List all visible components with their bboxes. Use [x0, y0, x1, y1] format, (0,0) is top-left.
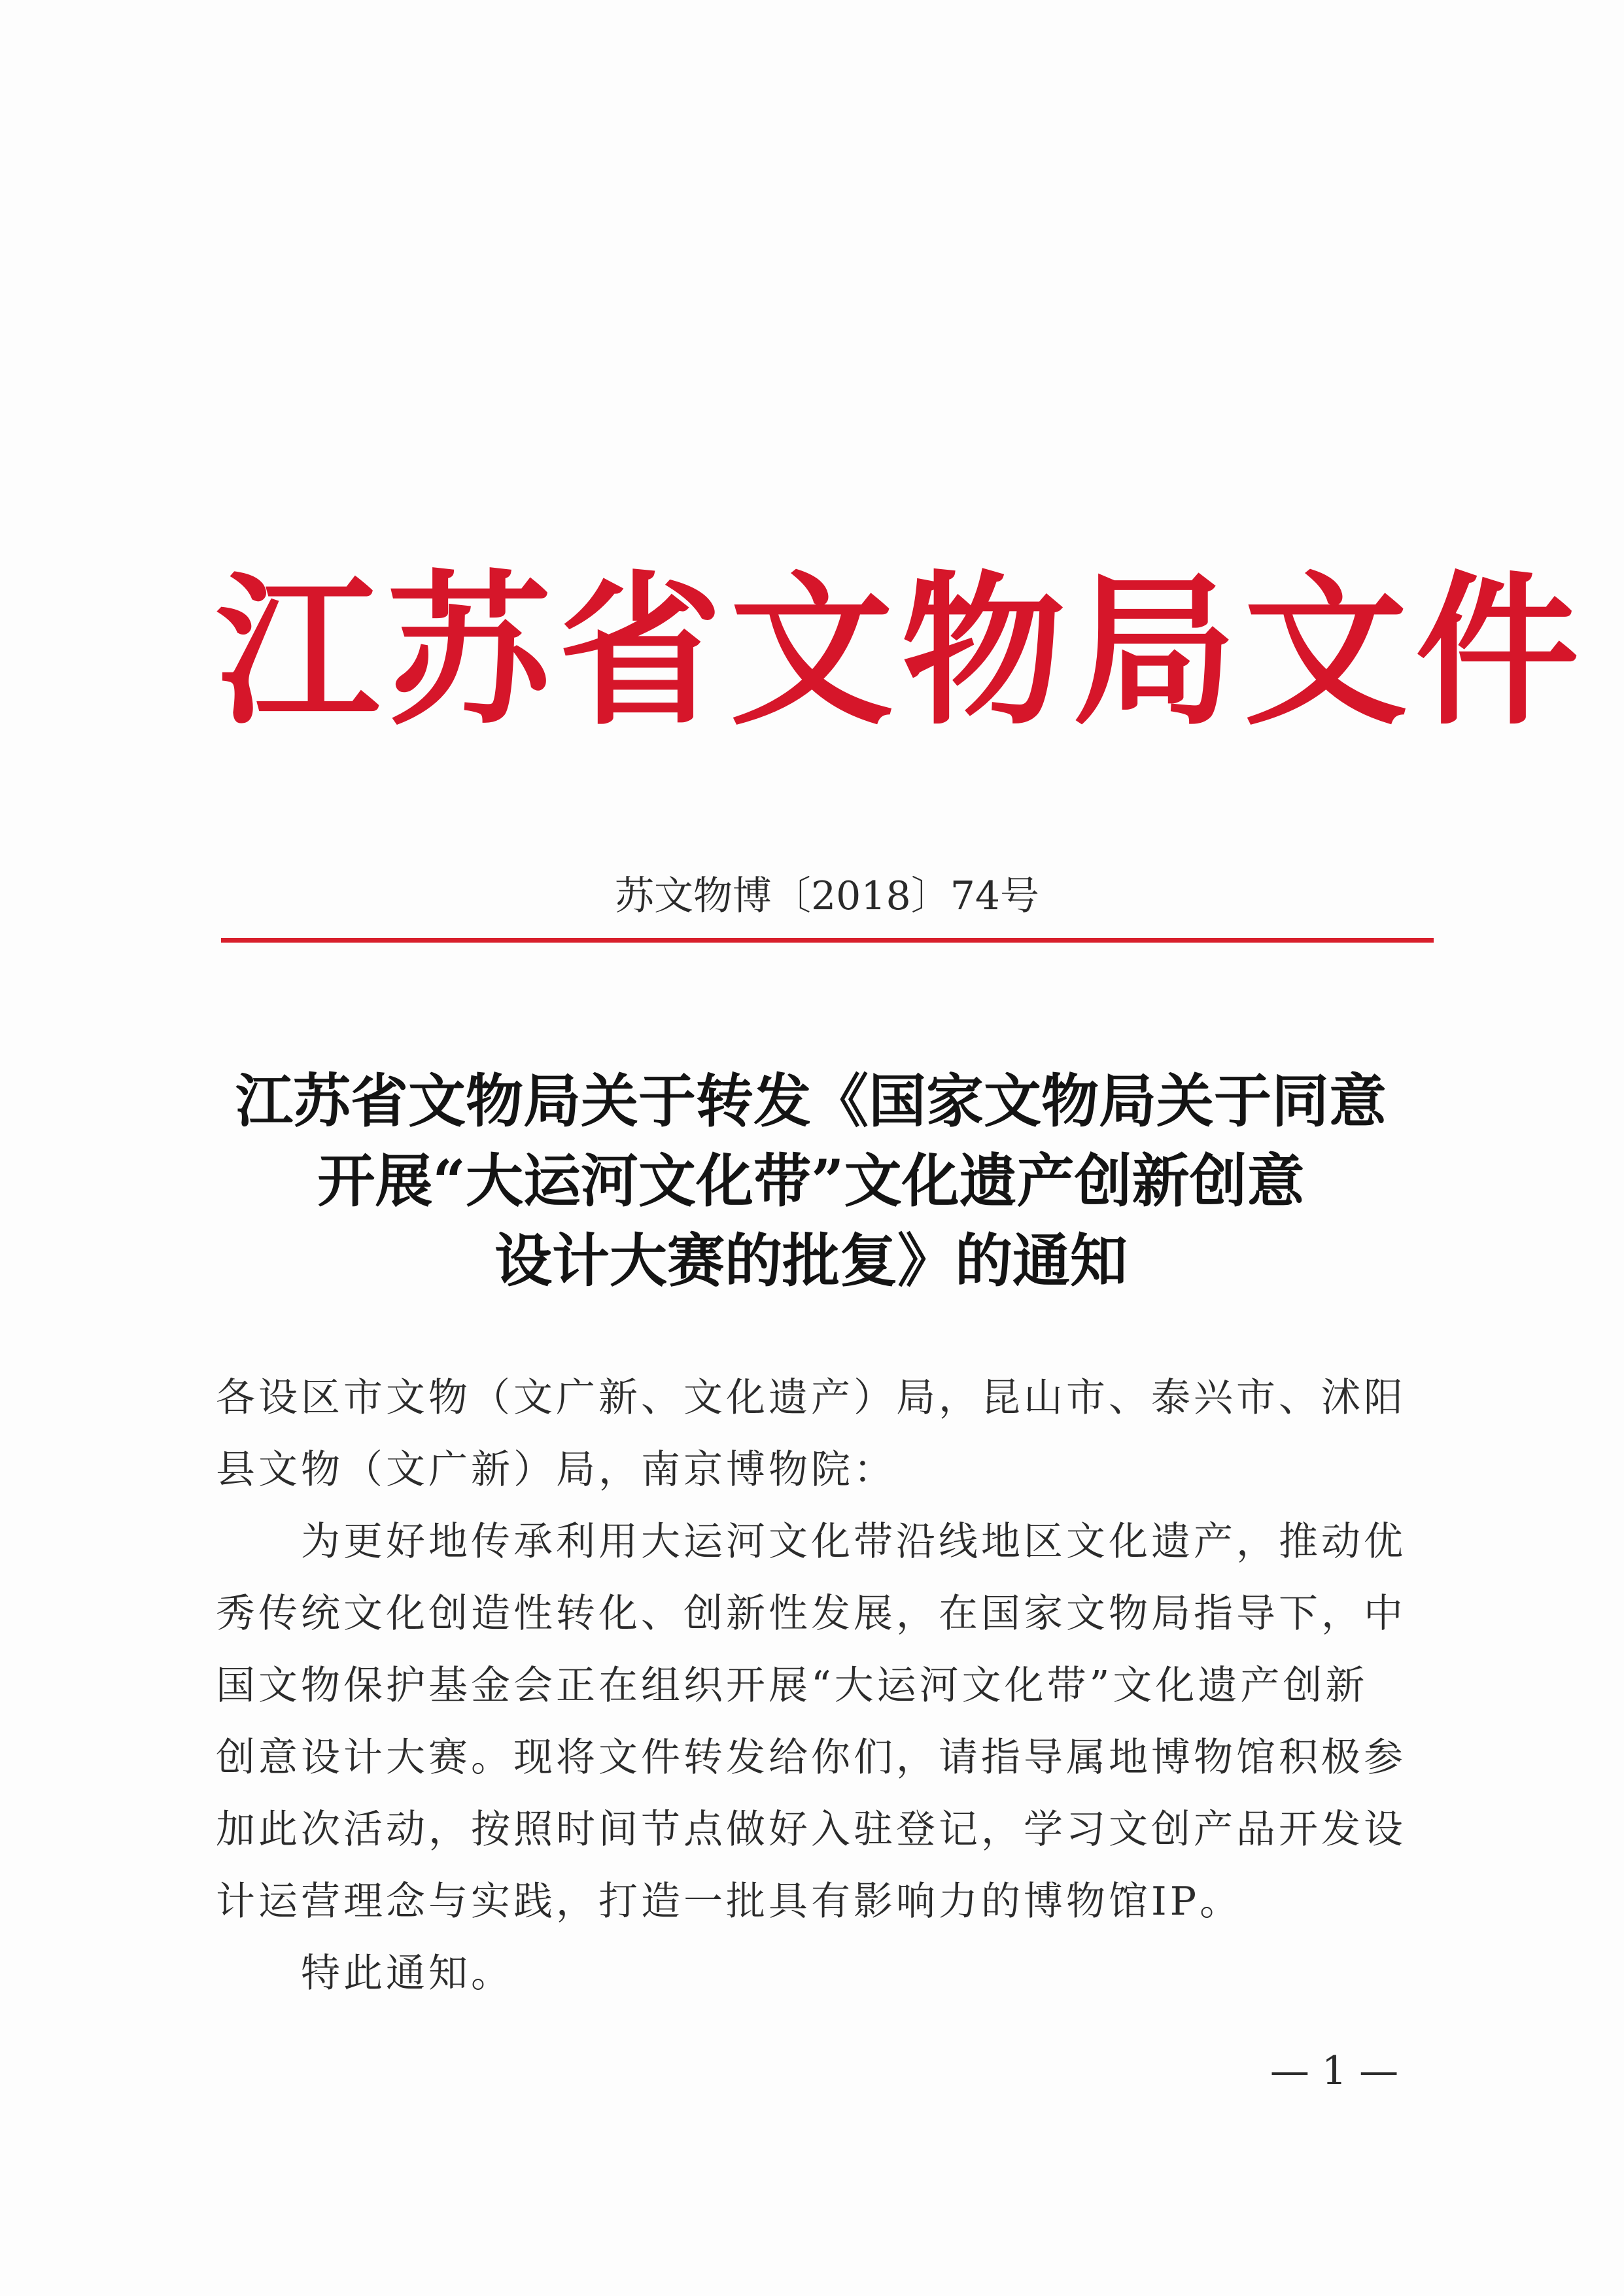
- notice-body: [216, 1362, 1419, 2009]
- body-line: 秀传统文化创造性转化、创新性发展，在国家文物局指导下，中: [216, 1591, 1406, 1637]
- title-line: 江苏省文物局关于转发《国家文物局关于同意: [235, 1067, 1387, 1135]
- body-line: 加此次活动，按照时间节点做好入驻登记，学习文创产品开发设: [216, 1807, 1406, 1852]
- document-number: 苏文物博〔2018〕74号: [615, 873, 1040, 919]
- body-line: 计运营理念与实践，打造一批具有影响力的博物馆IP。: [216, 1879, 1243, 1924]
- closing-line: 特此通知。: [301, 1951, 513, 1996]
- body-line: 创意设计大赛。现将文件转发给你们，请指导属地博物馆积极参: [216, 1735, 1406, 1781]
- masthead-title: 江苏省文物局文件: [216, 555, 1587, 747]
- addressee-line: 各设区市文物（文广新、文化遗产）局，昆山市、泰兴市、沭阳: [216, 1375, 1406, 1421]
- addressee-line: 县文物（文广新）局，南京博物院：: [216, 1447, 896, 1493]
- body-line: 为更好地传承利用大运河文化带沿线地区文化遗产，推动优: [301, 1519, 1406, 1565]
- page-number: — 1 —: [1270, 2048, 1399, 2094]
- title-line: 设计大赛的批复》的通知: [494, 1226, 1128, 1295]
- title-line: 开展“大运河文化带”文化遗产创新创意: [317, 1147, 1305, 1215]
- notice-title: [196, 1061, 1426, 1300]
- red-divider-line: [221, 938, 1434, 943]
- body-line: 国文物保护基金会正在组织开展“大运河文化带”文化遗产创新: [216, 1663, 1368, 1709]
